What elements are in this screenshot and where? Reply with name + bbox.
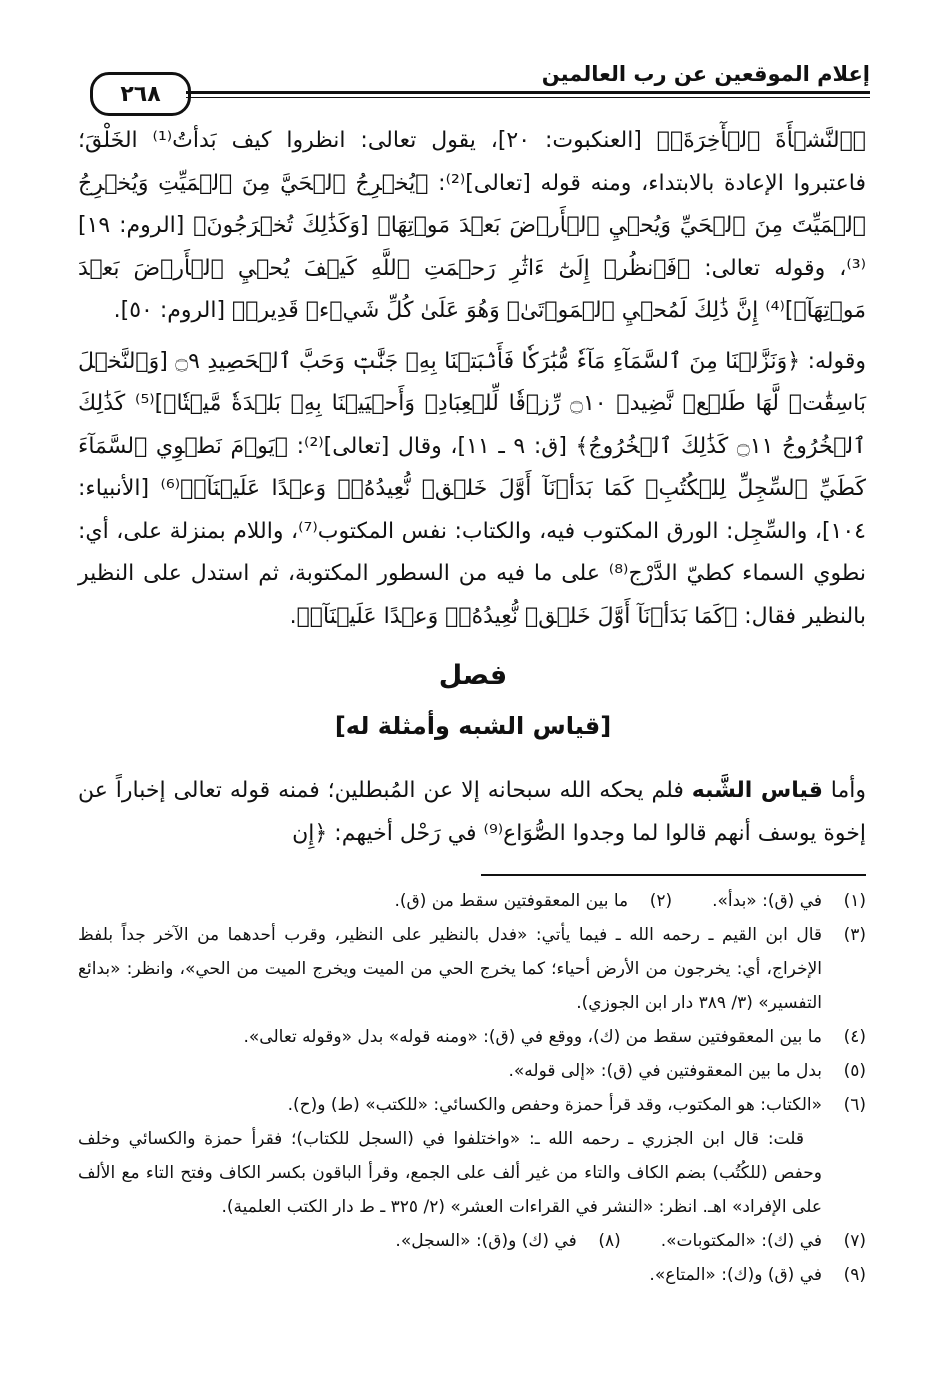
page-header — [90, 52, 870, 112]
main-text-continued — [78, 770, 866, 855]
footnote-text: في (ك): «المكتوبات». — [660, 1231, 822, 1251]
paragraph-3-emphasis: قياس الشَّبه — [691, 778, 823, 803]
main-text — [78, 120, 866, 638]
footnote-number: (٣) — [843, 925, 866, 945]
header-rule-thick — [186, 91, 870, 94]
paragraph-3-start: وأما — [822, 778, 866, 803]
footnote-number: (٧) — [843, 1231, 866, 1251]
footnote-pair-7-8 — [78, 1224, 866, 1258]
footnotes — [78, 884, 866, 1292]
paragraph-1: ﴿ٱلنَّشۡأَةَ ٱلۡأٓخِرَةَۚ﴾ [العنكبوت: ٢٠]، يقول تعالى: انظروا كيف بَدأتُ⁽¹⁾ الخَلْقَ؛ فاعتبروا الإعادة بالابتداء، ومنه قوله [تعالى]⁽²⁾: ﴿يُخۡرِجُ ٱلۡحَيَّ مِنَ ٱلۡمَيِّتِ وَيُخۡرِجُ ٱلۡمَيِّتَ مِنَ ٱلۡحَيِّ وَيُحۡيِ ٱلۡأَرۡضَ بَعۡدَ مَوۡتِهَاۚ [وَكَذَٰلِكَ تُخۡرَجُونَ﴾ [الروم: ١٩]⁽³⁾، وقوله تعالى: ﴿فَٱنظُرۡ إِلَىٰٓ ءَاثَٰرِ رَحۡمَتِ ٱللَّهِ كَيۡفَ يُحۡيِ ٱلۡأَرۡضَ بَعۡدَ مَوۡتِهَآۚ]⁽⁴⁾ إِنَّ ذَٰلِكَ لَمُحۡيِ ٱلۡمَوۡتَىٰۖ وَهُوَ عَلَىٰ كُلِّ شَيۡءٖ قَدِيرٞ﴾ [الروم: ٥٠]. — [78, 128, 866, 323]
footnote-9 — [78, 1258, 866, 1292]
footnote-pair-1-2 — [78, 884, 866, 918]
footnote-number: (٩) — [843, 1265, 866, 1285]
footnote-separator — [481, 874, 866, 876]
footnote-2 — [394, 884, 672, 918]
footnote-6-continuation — [78, 1122, 866, 1224]
header-rule-thin — [186, 97, 870, 98]
book-title: إعلام الموقعين عن رب العالمين — [541, 62, 870, 86]
footnote-text: بدل ما بين المعقوفتين في (ق): «إلى قوله». — [508, 1061, 822, 1081]
footnote-number: (٤) — [843, 1027, 866, 1047]
footnote-text: في (ك) و(ق): «السجل». — [395, 1231, 577, 1251]
footnote-4 — [78, 1020, 866, 1054]
footnote-number: (٦) — [843, 1095, 866, 1115]
paragraph-3-rest: فلم يحكه الله سبحانه إلا عن المُبطلين؛ فمنه قوله تعالى إخباراً عن إخوة يوسف أنهم قالوا لما وجدوا الصُّوَاع⁽⁹⁾ في رَحْل أخيهم: ﴿إِن — [78, 778, 866, 846]
footnote-text: قال ابن القيم ـ رحمه الله ـ فيما يأتي: «فدل بالنظير على النظير، وقرب أحدهما من الآخر جداً بلفظ الإخراج، أي: يخرجون من الأرض أحياء؛ كما يخرج الحي من الميت ويخرج الميت من الحي»، وانظر: «بدائع التفسير» (٣/ ٣٨٩ دار ابن الجوزي). — [78, 925, 822, 1013]
footnote-5 — [78, 1054, 866, 1088]
footnote-number: (٥) — [843, 1061, 866, 1081]
page-number-badge: ٢٦٨ — [90, 72, 191, 116]
section-subheading: [قياس الشبه وأمثلة له] — [334, 712, 612, 740]
footnote-8 — [395, 1224, 620, 1258]
footnote-number: (١) — [843, 891, 866, 911]
section-heading: فصل — [438, 660, 508, 691]
paragraph-2: وقوله: ﴿وَنَزَّلۡنَا مِنَ ٱلسَّمَآءِ مَآءٗ مُّبَٰرَكٗا فَأَنۢبَتۡنَا بِهِۦ جَنَّٰتٖ وَحَبَّ ٱلۡحَصِيدِ ۝٩ [وَٱلنَّخۡلَ بَاسِقَٰتٖ لَّهَا طَلۡعٞ نَّضِيدٞ ۝١٠ رِّزۡقٗا لِّلۡعِبَادِۖ وَأَحۡيَيۡنَا بِهِۦ بَلۡدَةٗ مَّيۡتٗاۚ]⁽⁵⁾ كَذَٰلِكَ ٱلۡخُرُوجُ ۝١١ كَذَٰلِكَ ٱلۡخُرُوجُ﴾ [ق: ٩ ـ ١١]، وقال [تعالى]⁽²⁾: ﴿يَوۡمَ نَطۡوِي ٱلسَّمَآءَ كَطَيِّ ٱلسِّجِلِّ لِلۡكُتُبِۚ كَمَا بَدَأۡنَآ أَوَّلَ خَلۡقٖ نُّعِيدُهُۥۚ وَعۡدًا عَلَيۡنَآۚ﴾⁽⁶⁾ [الأنبياء: ١٠٤]، والسِّجِل: الورق المكتوب فيه، والكتاب: نفس المكتوب⁽⁷⁾، واللام بمنزلة على، أي: نطوي السماء كطيّ الدَّرْج⁽⁸⁾ على ما فيه من السطور المكتوبة، ثم استدل على النظير بالنظير فقال: ﴿كَمَا بَدَأۡنَآ أَوَّلَ خَلۡقٖ نُّعِيدُهُۥۚ وَعۡدًا عَلَيۡنَآۚ﴾. — [78, 348, 867, 629]
footnote-text: «الكتاب: هو المكتوب، وقد قرأ حمزة وحفص والكسائي: «للكتب» (ط) و(ح). — [287, 1095, 822, 1115]
footnote-number: (٢) — [649, 891, 673, 911]
footnote-6 — [78, 1088, 866, 1122]
footnote-text: في (ق) و(ك): «المتاع». — [649, 1265, 822, 1285]
paragraph-3 — [78, 770, 866, 855]
footnote-text: ما بين المعقوفتين سقط من (ك)، ووقع في (ق): «ومنه قوله» بدل «وقوله تعالى». — [243, 1027, 822, 1047]
footnote-7 — [661, 1224, 866, 1258]
footnote-text: قلت: قال ابن الجزري ـ رحمه الله ـ: «واختلفوا في (السجل للكتاب)؛ فقرأ حمزة والكسائي وخلف وحفص (للكُتُب) بضم الكاف والتاء من غير ألف على الجمع، وقرأ الباقون بكسر الكاف وفتح التاء مع الألف على الإفراد» اهـ. انظر: «النشر في القراءات العشر» (٢/ ٣٢٥ ـ ط دار الكتب العلمية). — [78, 1129, 822, 1217]
footnote-number: (٨) — [598, 1231, 621, 1251]
footnote-text: ما بين المعقوفتين سقط من (ق). — [394, 891, 629, 911]
footnote-1 — [712, 884, 866, 918]
footnote-text: في (ق): «بدأ». — [712, 891, 822, 911]
footnote-3 — [78, 918, 866, 1020]
